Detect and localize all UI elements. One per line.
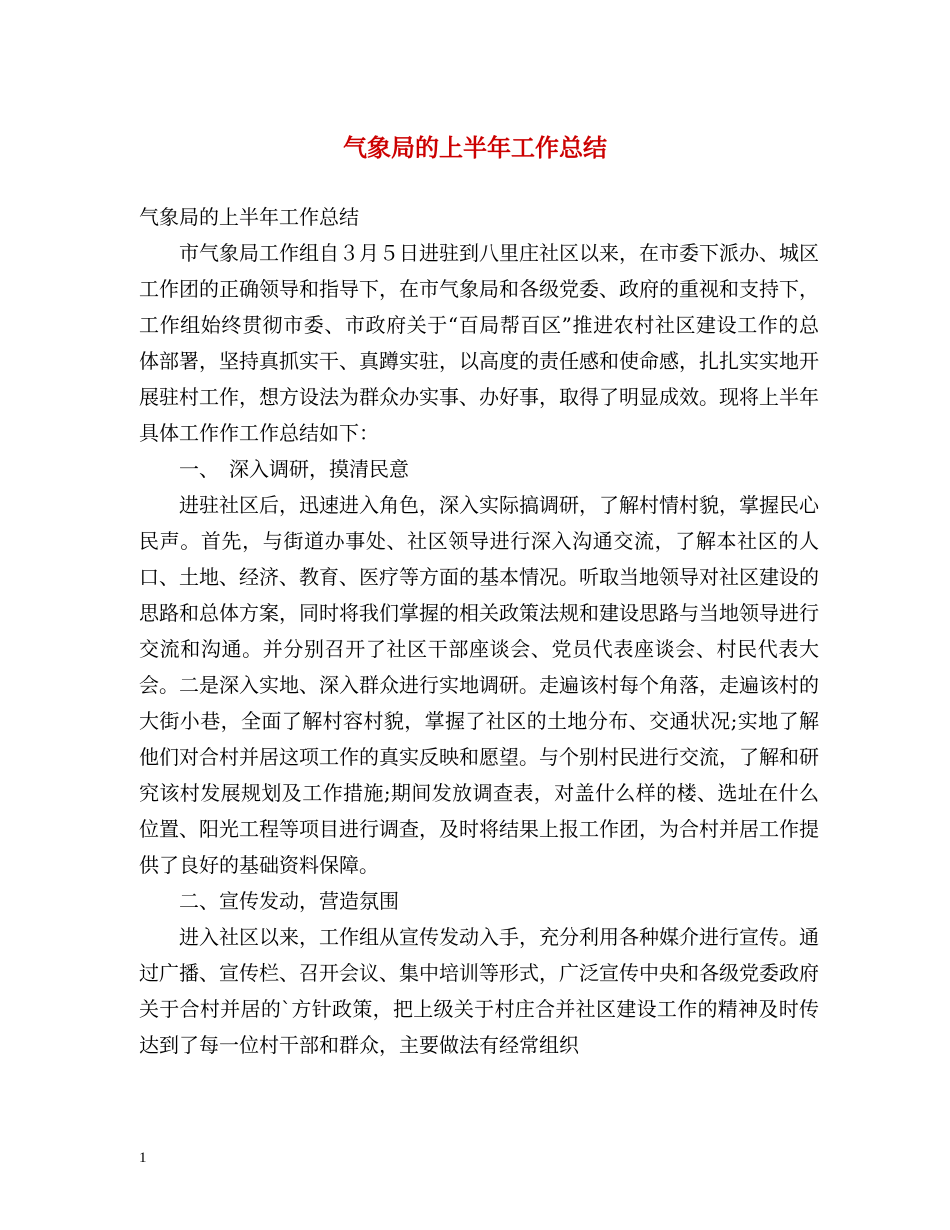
page-number: 1 [139,1150,147,1166]
section-heading-1: 一、 深入调研，摸清民意 [179,457,409,481]
paragraph-intro: 市气象局工作组自３月５日进驻到八里庄社区以来，在市委下派办、城区工作团的正确领导和指导下，在市气象局和各级党委、政府的重视和支持下，工作组始终贯彻市委、市政府关于“百局帮百区”推进农村社区建设工作的总体部署，坚持真抓实干、真蹲实驻，以高度的责任感和使命感，扎扎实实地开展驻村工作，想方设法为群众办实事、办好事，取得了明显成效。现将上半年具体工作作工作总结如下： [139,241,819,445]
document-title: 气象局的上半年工作总结 [343,134,607,162]
section-heading-2: 二、宣传发动，营造氛围 [179,889,399,913]
paragraph-subtitle: 气象局的上半年工作总结 [139,205,359,229]
paragraph-section-1: 进驻社区后，迅速进入角色，深入实际搞调研，了解村情村貌，掌握民心民声。首先，与街道办事处、社区领导进行深入沟通交流，了解本社区的人口、土地、经济、教育、医疗等方面的基本情况。听取当地领导对社区建设的思路和总体方案，同时将我们掌握的相关政策法规和建设思路与当地领导进行交流和沟通。并分别召开了社区干部座谈会、党员代表座谈会、村民代表大会。二是深入实地、深入群众进行实地调研。走遍该村每个角落，走遍该村的大街小巷，全面了解村容村貌，掌握了社区的土地分布、交通状况;实地了解他们对合村并居这项工作的真实反映和愿望。与个别村民进行交流，了解和研究该村发展规划及工作措施;期间发放调查表，对盖什么样的楼、选址在什么位置、阳光工程等项目进行调查，及时将结果上报工作团，为合村并居工作提供了良好的基础资料保障。 [139,493,819,877]
paragraph-section-2: 进入社区以来，工作组从宣传发动入手，充分利用各种媒介进行宣传。通过广播、宣传栏、召开会议、集中培训等形式，广泛宣传中央和各级党委政府关于合村并居的`方针政策，把上级关于村庄合并社区建设工作的精神及时传达到了每一位村干部和群众，主要做法有经常组织 [139,925,819,1057]
document-body [139,199,819,1063]
